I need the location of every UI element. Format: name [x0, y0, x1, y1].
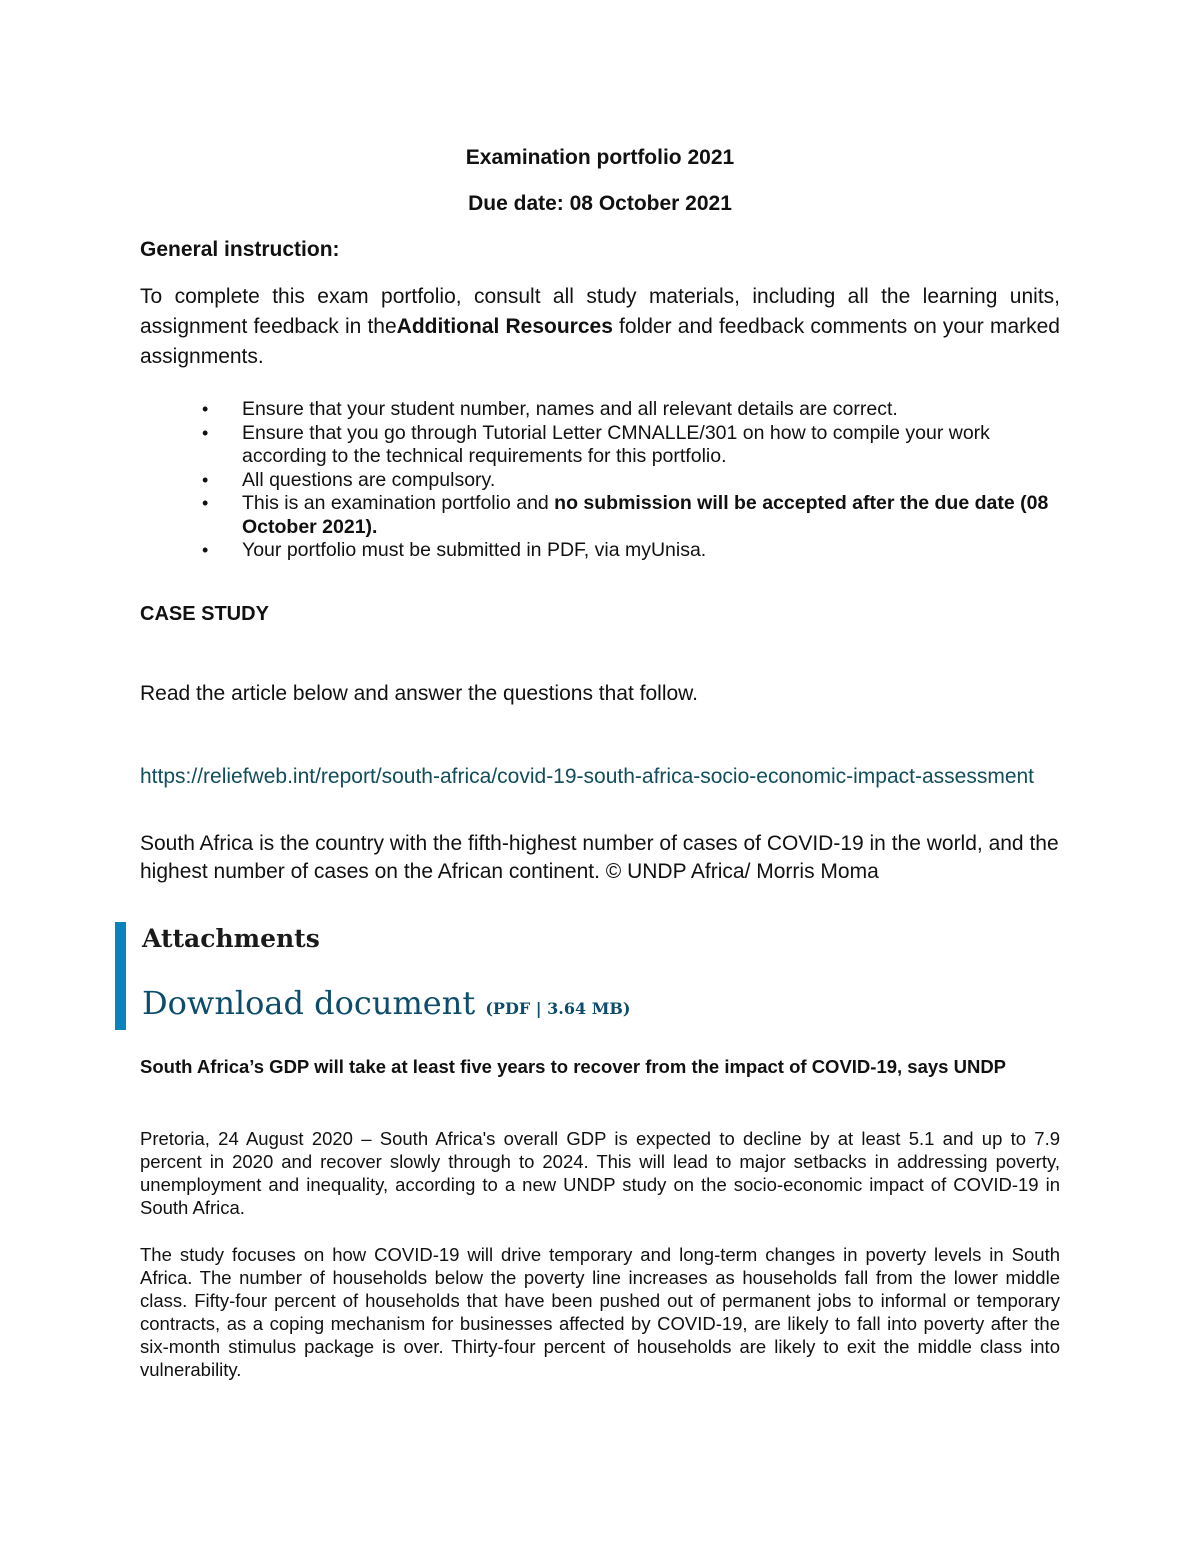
due-date: Due date: 08 October 2021: [468, 192, 732, 215]
bullet-icon: •: [202, 540, 209, 560]
article-paragraph-1: Pretoria, 24 August 2020 – South Africa's overall GDP is expected to decline by at least 5.1 and up to 7.9 percent in 2020 and recover slowly through to 2024. This will lead to major setbacks in addressing poverty, unemployment and inequality, according to a new UNDP study on the socio-economic impact of COVID-19 in South Africa.: [140, 1128, 1060, 1218]
list-item: [140, 422, 1060, 469]
bullet-icon: •: [202, 399, 209, 419]
bullet-text: This is an examination portfolio and: [242, 492, 555, 514]
intro-text-end: folder and feedback comments on your marked assignments.: [140, 315, 1060, 368]
bullet-text: Your portfolio must be submitted in PDF, via myUnisa.: [242, 539, 707, 561]
accent-bar: [115, 922, 126, 1030]
bullet-icon: •: [202, 422, 209, 443]
document-title: Examination portfolio 2021: [465, 146, 735, 169]
list-item: [140, 539, 1060, 563]
case-study-heading: CASE STUDY: [140, 603, 269, 625]
read-article-prompt: Read the article below and answer the questions that follow.: [140, 682, 699, 705]
bullet-text: Ensure that you go through Tutorial Letter CMNALLE/301 on how to compile your work according to the technical requirements for this portfolio.: [242, 421, 990, 467]
list-item: [140, 492, 1060, 539]
bullet-bold-text: no submission will be accepted after the due date (08 October 2021).: [242, 492, 1049, 538]
attachments-heading: Attachments: [142, 924, 320, 953]
instruction-list: [140, 398, 1060, 563]
general-instruction-heading: General instruction:: [140, 238, 340, 261]
intro-text-start: To complete this exam portfolio, consult all study materials, including all the learning units, assignment feedback in the: [140, 285, 1060, 338]
additional-resources-bold: Additional Resources: [396, 315, 613, 338]
download-label[interactable]: Download document: [142, 984, 476, 1022]
list-item: [140, 469, 1060, 493]
intro-paragraph: [140, 282, 1060, 372]
article-headline: South Africa’s GDP will take at least five years to recover from the impact of COVID-19, says UNDP: [140, 1056, 1007, 1077]
bullet-icon: •: [202, 469, 209, 490]
bullet-icon: •: [202, 493, 209, 513]
image-caption: South Africa is the country with the fifth-highest number of cases of COVID-19 in the world, and the highest number of cases on the African continent. © UNDP Africa/ Morris Moma: [140, 832, 1059, 883]
download-file-meta: (PDF | 3.64 MB): [485, 999, 631, 1018]
bullet-text: Ensure that your student number, names and all relevant details are correct.: [242, 398, 898, 420]
bullet-text: All questions are compulsory.: [242, 468, 496, 491]
article-paragraph-2: The study focuses on how COVID-19 will drive temporary and long-term changes in poverty levels in South Africa. The number of households below the poverty line increases as households fall from the lower middle class. Fifty-four percent of households that have been pushed out of permanent jobs to informal or temporary contracts, as a coping mechanism for businesses affected by COVID-19, are likely to fall into poverty after the six-month stimulus package is over. Thirty-four percent of households are likely to exit the middle class into vulnerability.: [140, 1244, 1060, 1380]
article-link[interactable]: https://reliefweb.int/report/south-africa/covid-19-south-africa-socio-economic-impact-assessment: [140, 765, 1035, 788]
list-item: [140, 398, 1060, 422]
download-document-link[interactable]: [142, 984, 631, 1022]
